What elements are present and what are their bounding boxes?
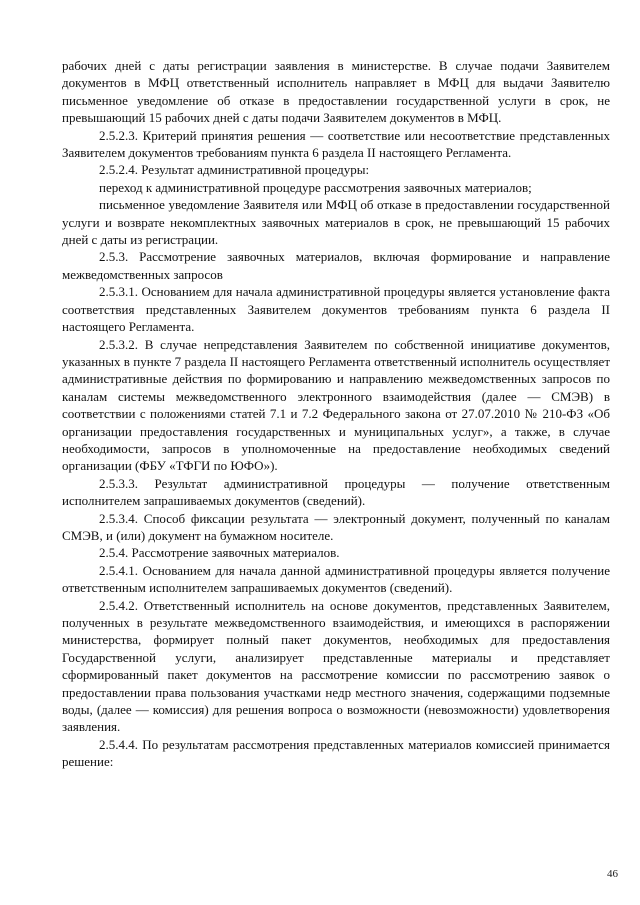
page-number: 46 (607, 868, 618, 880)
paragraph: 2.5.4.4. По результатам рассмотрения представленных материалов комиссией принимается решение: (62, 736, 610, 770)
paragraph: 2.5.4.1. Основанием для начала данной административной процедуры является получение ответственным исполнителем запрашиваемых документов (сведений). (62, 562, 610, 596)
paragraph: 2.5.3.3. Результат административной процедуры — получение ответственным исполнителем запрашиваемых документов (сведений). (62, 475, 610, 509)
paragraph: 2.5.4.2. Ответственный исполнитель на основе документов, представленных Заявителем, полученных в результате межведомственного взаимодействия, и имеющихся в распоряжении министерства, формирует полный пакет документов, необходимых для предоставления Государственной услуги, анализирует представленные материалы и представляет сформированный пакет документов на рассмотрение комиссии по рассмотрению заявок о предоставлении права пользования участками недр местного значения, содержащими подземные воды, (далее — комиссия) для решения вопроса о возможности (невозможности) удовлетворения заявления. (62, 597, 610, 735)
paragraph: 2.5.2.4. Результат административной процедуры: (99, 162, 370, 178)
body-text (62, 57, 610, 771)
paragraph: 2.5.4. Рассмотрение заявочных материалов. (99, 545, 340, 561)
paragraph: 2.5.3.2. В случае непредставления Заявителем по собственной инициативе документов, указанных в пункте 7 раздела II настоящего Регламента ответственный исполнитель осуществляет административные действия по формированию и направлению межведомственных запросов по каналам системы межведомственного электронного взаимодействия (далее — СМЭВ) в соответствии с положениями статей 7.1 и 7.2 Федерального закона от 27.07.2010 № 210-ФЗ «Об организации предоставления государственных и муниципальных услуг», а также, в случае необходимости, запросов в уполномоченные на предоставление необходимых сведений организации (ФБУ «ТФГИ по ЮФО»). (62, 336, 610, 474)
paragraph: переход к административной процедуре рассмотрения заявочных материалов; (99, 179, 532, 195)
paragraph: 2.5.3.1. Основанием для начала административной процедуры является установление факта соответствия представленных Заявителем документов требованиям пункта 6 раздела II настоящего Регламента. (62, 284, 610, 335)
paragraph: рабочих дней с даты регистрации заявления в министерстве. В случае подачи Заявителем документов в МФЦ ответственный исполнитель направляет в МФЦ для выдачи Заявителю письменное уведомление об отказе в предоставлении государственной услуги в срок, не превышающий 15 рабочих дней с даты подачи Заявителем документов в МФЦ. (62, 58, 610, 126)
paragraph: 2.5.3.4. Способ фиксации результата — электронный документ, полученный по каналам СМЭВ, и (или) документ на бумажном носителе. (62, 510, 610, 543)
paragraph: 2.5.3. Рассмотрение заявочных материалов, включая формирование и направление межведомственных запросов (62, 249, 610, 282)
paragraph: 2.5.2.3. Критерий принятия решения — соответствие или несоответствие представленных Заявителем документов требованиям пункта 6 раздела II настоящего Регламента. (62, 127, 610, 161)
paragraph: письменное уведомление Заявителя или МФЦ об отказе в предоставлении государственной услуги и возврате некомплектных заявочных материалов в срок, не превышающий 15 рабочих дней с даты из регистрации. (62, 197, 610, 248)
